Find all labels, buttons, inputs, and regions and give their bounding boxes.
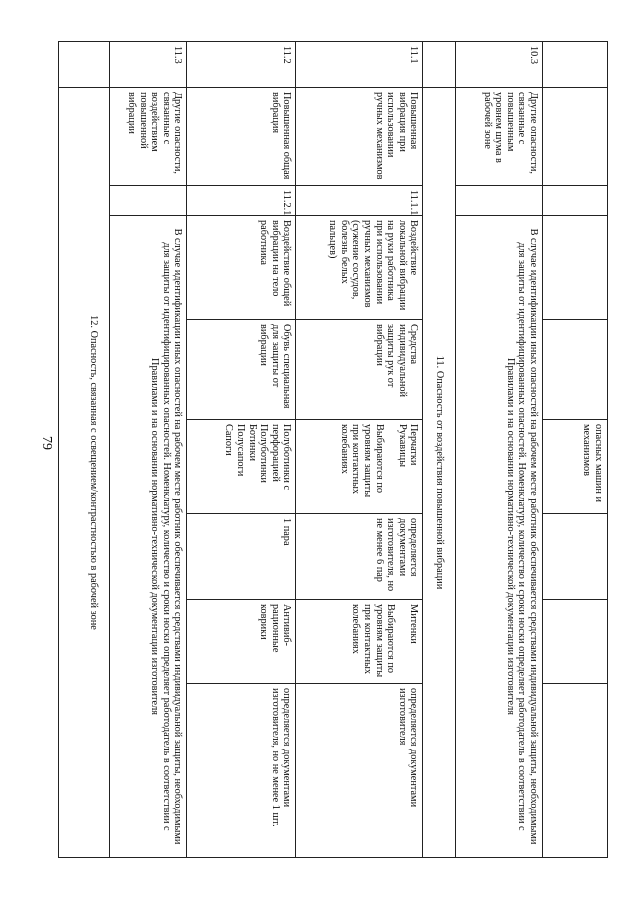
row-number: 11.1 [296,42,423,88]
cell-empty [543,600,608,684]
cell-empty [456,186,543,216]
ppe-items-additional: Антивиб-рационные коврики [187,600,296,684]
section-heading: 11. Опасность от воздействия повышенной вибрации [423,88,456,858]
ppe-type: Средства индивидуальной защиты рук от вибрации [296,320,423,420]
ppe-quantity-additional: определяется документами изготовителя, но не менее 1 шт. [187,684,296,858]
table-row-section-11 [423,42,456,858]
ppe-norms-table [58,41,608,858]
table-row-11-1 [296,42,423,858]
row-number: 11.2 [187,42,296,88]
cell-empty [543,684,608,858]
cell-hazard-agents: опасных машин и механизмов [543,420,608,514]
table-row-11-3 [110,42,187,858]
cell-empty [543,42,608,88]
cell-empty [59,42,110,88]
ppe-items: Полуботинки с перфорацией Полуботинки Ботинки Полусапоги Сапоги [187,420,296,514]
hazard-name: Повышенная общая вибрация [187,88,296,186]
ppe-quantity: 1 пара [187,514,296,600]
section-heading: 12. Опасность, связанная с освещением/контрастностью в рабочей зоне [59,88,110,858]
cell-empty [423,42,456,88]
hazard-name: Повышенная вибрация при использовании ручных механизмов [296,88,423,186]
rotated-page-content [61,41,608,857]
table-row-top [543,42,608,858]
page-number: 79 [39,436,54,450]
table-row-11-2 [187,42,296,858]
ppe-norms-table-wrapper [61,41,608,857]
cell-empty [543,514,608,600]
ppe-quantity: определяется документами изготовителя, но не менее 6 пар [296,514,423,600]
ppe-quantity-additional: определяется документами изготовителя [296,684,423,858]
hazard-effect: Воздействие общей вибрации на тело работника [187,216,296,320]
cell-empty [110,186,187,216]
hazard-name: Другие опасности, связанные с воздействием повышенной вибрации [110,88,187,186]
row-number: 10.3 [456,42,543,88]
cell-empty [543,186,608,216]
ppe-type: Обувь специальная для защиты от вибрации [187,320,296,420]
table-row-10-3 [456,42,543,858]
cell-empty [543,216,608,320]
ppe-items-additional: Митенки Выбираются по уровням защиты при контактных колебаниях [296,600,423,684]
cell-empty [543,88,608,186]
hazard-effect: Воздействие локальной вибрации на руки работника при использовании ручных механизмов (сужение сосудов, болезнь белых пальцев) [296,216,423,320]
sub-number: 11.2.1 [187,186,296,216]
cell-empty [543,320,608,420]
sub-number: 11.1.1 [296,186,423,216]
row-number: 11.3 [110,42,187,88]
table-row-section-12 [59,42,110,858]
note-text: В случае идентификации иных опасностей на рабочем месте работник обеспечивается средствами индивидуальной защиты, необходимыми для защиты от идентифицированных опасностей. Номенклатуру, количество и сроки носки определяет работодатель в соответствии с Правилами и на основании нормативно-технической документации изготовителя [110,216,187,858]
note-text: В случае идентификации иных опасностей на рабочем месте работник обеспечивается средствами индивидуальной защиты, необходимыми для защиты от идентифицированных опасностей. Номенклатуру, количество и сроки носки определяет работодатель в соответствии с Правилами и на основании нормативно-технической документации изготовителя [456,216,543,858]
hazard-name: Другие опасности, связанные с повышенным уровнем шума в рабочей зоне [456,88,543,186]
ppe-items: Перчатки Рукавицы Выбираются по уровням защиты при контактных колебаниях [296,420,423,514]
